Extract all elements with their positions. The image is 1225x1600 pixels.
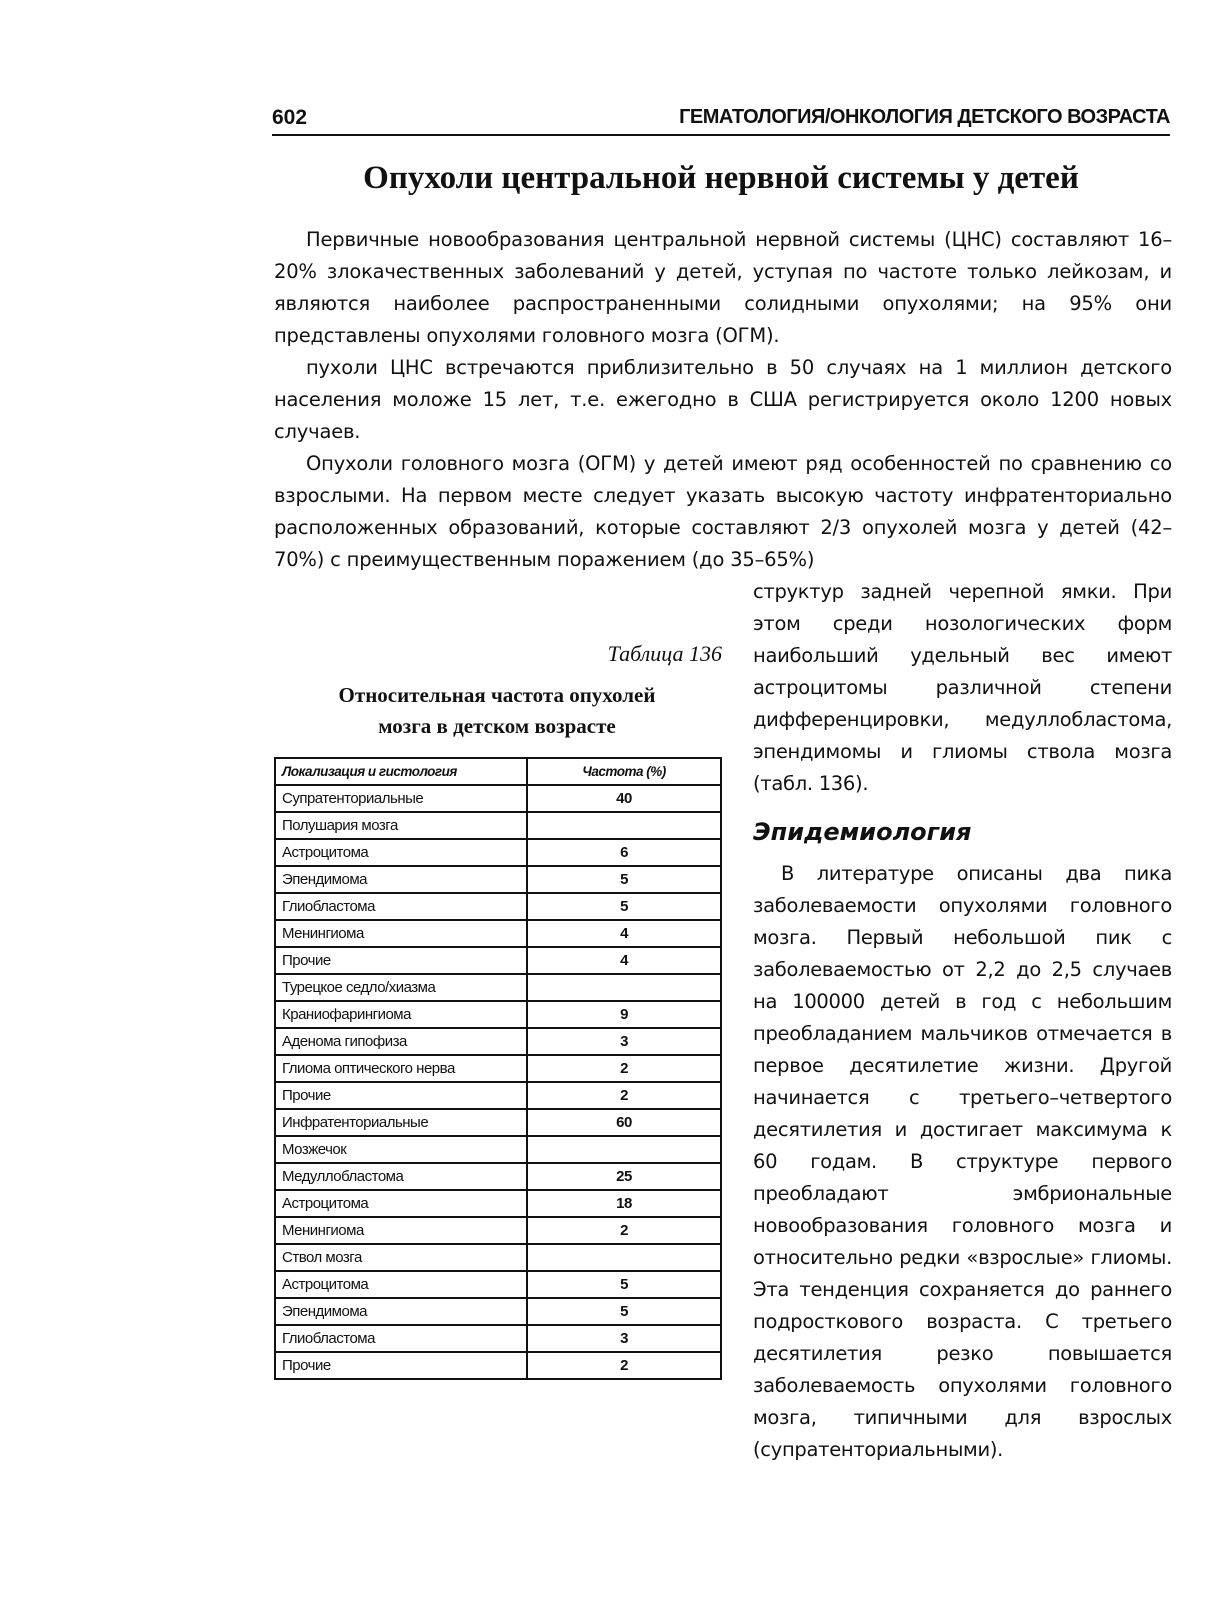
table-row (275, 1082, 721, 1109)
table-row (275, 920, 721, 947)
table-row (275, 1217, 721, 1244)
table-row (275, 1109, 721, 1136)
cell-frequency: 5 (527, 866, 721, 893)
table-row (275, 1298, 721, 1325)
cell-frequency: 2 (527, 1217, 721, 1244)
table-row (275, 893, 721, 920)
table-title-line-1: Относительная частота опухолей (338, 683, 656, 707)
page-number: 602 (272, 106, 308, 129)
section-heading-epidemiology: Эпидемиология (753, 818, 972, 846)
cell-localization: Мозжечок (275, 1136, 527, 1163)
cell-localization: Инфратенториальные (275, 1109, 527, 1136)
cell-localization: Прочие (275, 1352, 527, 1379)
cell-localization: Астроцитома (275, 1190, 527, 1217)
cell-localization: Менингиома (275, 1217, 527, 1244)
table-body (275, 785, 721, 1379)
table-title-line-2: мозга в детском возрасте (378, 714, 616, 738)
cell-frequency: 3 (527, 1325, 721, 1352)
paragraph-intro: Первичные новообразования центральной нервной системы (ЦНС) составляют 16–20% злокачественных заболеваний у детей, уступая по частоте только лейкозам, и являются наиболее распространенными солидными опухолями; на 95% они представлены опухолями головного мозга (ОГМ). (274, 228, 1172, 347)
cell-localization: Прочие (275, 1082, 527, 1109)
running-header (272, 104, 1170, 136)
table-row (275, 1136, 721, 1163)
cell-frequency: 3 (527, 1028, 721, 1055)
cell-frequency: 5 (527, 1271, 721, 1298)
table-row (275, 1352, 721, 1379)
paragraph-features: Опухоли головного мозга (ОГМ) у детей имеют ряд особенностей по сравнению со взрослыми. На первом месте следует указать высокую частоту инфратенториально расположенных образований, которые составляют 2/3 опухолей мозга у детей (42–70%) с преимущественным поражением (до 35–65%) (274, 452, 1172, 571)
cell-localization: Медуллобластома (275, 1163, 527, 1190)
table-row (275, 839, 721, 866)
cell-frequency: 40 (527, 785, 721, 812)
cell-frequency: 4 (527, 920, 721, 947)
cell-localization: Астроцитома (275, 839, 527, 866)
cell-localization: Глиобластома (275, 1325, 527, 1352)
chapter-title: Опухоли центральной нервной системы у детей (363, 160, 1079, 196)
cell-frequency: 2 (527, 1082, 721, 1109)
cell-frequency (527, 1136, 721, 1163)
cell-frequency: 5 (527, 893, 721, 920)
paragraph-features-continued: структур задней черепной ямки. При этом среди нозологических форм наибольший удельный вес имеют астроцитомы различной степени дифференцировки, медуллобластома, эпендимомы и глиомы ствола мозга (табл. 136). (753, 580, 1172, 795)
cell-frequency: 60 (527, 1109, 721, 1136)
cell-localization: Турецкое седло/хиазма (275, 974, 527, 1001)
cell-localization: Эпендимома (275, 866, 527, 893)
table-caption: Таблица 136 (607, 641, 722, 666)
cell-localization: Глиома оптического нерва (275, 1055, 527, 1082)
cell-frequency: 5 (527, 1298, 721, 1325)
table-row (275, 1244, 721, 1271)
cell-frequency (527, 974, 721, 1001)
table-row (275, 1055, 721, 1082)
table-row (275, 1271, 721, 1298)
cell-localization: Глиобластома (275, 893, 527, 920)
cell-localization: Прочие (275, 947, 527, 974)
table-row (275, 947, 721, 974)
cell-localization: Эпендимома (275, 1298, 527, 1325)
table-row (275, 866, 721, 893)
cell-localization: Полушария мозга (275, 812, 527, 839)
cell-frequency (527, 1244, 721, 1271)
frequency-table (274, 757, 722, 1380)
running-title: ГЕМАТОЛОГИЯ/ОНКОЛОГИЯ ДЕТСКОГО ВОЗРАСТА (679, 106, 1170, 128)
paragraph-incidence: пухоли ЦНС встречаются приблизительно в 50 случаях на 1 миллион детского населения моложе 15 лет, т.е. ежегодно в США регистрируется около 1200 новых случаев. (274, 356, 1172, 443)
cell-frequency: 2 (527, 1352, 721, 1379)
cell-frequency: 4 (527, 947, 721, 974)
cell-frequency: 6 (527, 839, 721, 866)
cell-frequency: 9 (527, 1001, 721, 1028)
cell-frequency: 25 (527, 1163, 721, 1190)
table-header-row (275, 758, 721, 785)
cell-localization: Менингиома (275, 920, 527, 947)
cell-localization: Краниофарингиома (275, 1001, 527, 1028)
table-row (275, 1163, 721, 1190)
cell-localization: Супратенториальные (275, 785, 527, 812)
column-header-localization: Локализация и гистология (275, 758, 527, 785)
table-row (275, 1001, 721, 1028)
cell-frequency: 18 (527, 1190, 721, 1217)
cell-localization: Астроцитома (275, 1271, 527, 1298)
table-row (275, 1325, 721, 1352)
table-title (272, 680, 722, 742)
cell-localization: Ствол мозга (275, 1244, 527, 1271)
cell-frequency (527, 812, 721, 839)
table-row (275, 1190, 721, 1217)
cell-localization: Аденома гипофиза (275, 1028, 527, 1055)
cell-frequency: 2 (527, 1055, 721, 1082)
paragraph-epidemiology: В литературе описаны два пика заболеваемости опухолями головного мозга. Первый небольшой пик с заболеваемостью от 2,2 до 2,5 случаев на 100000 детей в год с небольшим преобладанием мальчиков отмечается в первое десятилетие жизни. Другой начинается с третьего–четвертого десятилетия и достигает максимума к 60 годам. В структуре первого преобладают эмбриональные новообразования головного мозга и относительно редки «взрослые» глиомы. Эта тенденция сохраняется до раннего подросткового возраста. С третьего десятилетия резко повышается заболеваемость опухолями головного мозга, типичными для взрослых (супратенториальными). (753, 862, 1172, 1461)
column-header-frequency: Частота (%) (527, 758, 721, 785)
table-row (275, 974, 721, 1001)
table-row (275, 1028, 721, 1055)
table-row (275, 812, 721, 839)
table-row (275, 785, 721, 812)
